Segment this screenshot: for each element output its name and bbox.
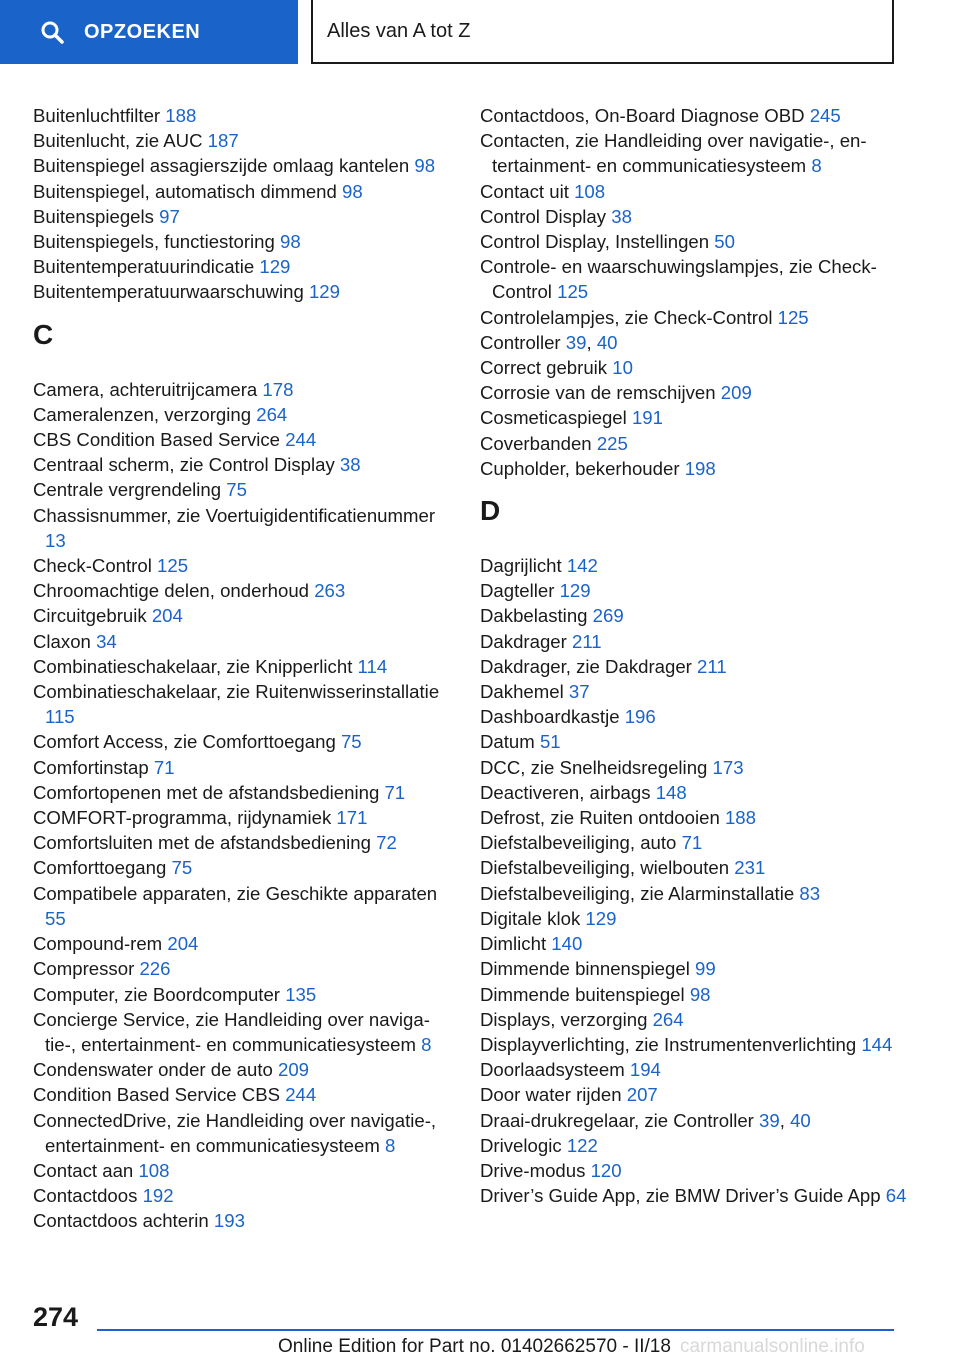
page-link[interactable]: 198 xyxy=(684,457,716,479)
index-entry-text: Claxon xyxy=(33,630,91,652)
index-entry-text: Displayverlichting, zie Instrumentenverlichting xyxy=(480,1033,857,1055)
index-entry xyxy=(480,780,910,805)
index-entry-text: Dashboardkastje xyxy=(480,706,620,728)
index-entry-text: Dakbelasting xyxy=(480,605,588,627)
index-entry xyxy=(33,956,453,981)
page-link[interactable]: 97 xyxy=(159,205,180,227)
page-link[interactable]: 129 xyxy=(308,281,340,303)
page-link[interactable]: 207 xyxy=(626,1084,658,1106)
index-entry-text: Controlelampjes, zie Check-Control xyxy=(480,306,773,328)
page-link[interactable]: 98 xyxy=(689,983,711,1005)
page-link[interactable]: 129 xyxy=(585,907,617,929)
index-entry-text: Controle- en waarschuwingslampjes, zie Check-Control xyxy=(480,256,877,303)
page-link[interactable]: 264 xyxy=(256,403,288,425)
index-entry xyxy=(480,956,910,981)
page-link[interactable]: 99 xyxy=(695,958,716,980)
page-link[interactable]: 71 xyxy=(384,781,406,803)
index-entry-text: Contact aan xyxy=(33,1159,134,1181)
index-entry-text: Contactdoos xyxy=(33,1185,138,1207)
index-entry-text: Buitenspiegels, functiestoring xyxy=(33,231,275,253)
page-separator: , xyxy=(779,1109,785,1131)
index-entry xyxy=(480,830,910,855)
index-entry xyxy=(33,427,453,452)
index-entry xyxy=(33,578,453,603)
index-entry-text: Comfortinstap xyxy=(33,756,149,778)
index-entry-text: Dimmende binnenspiegel xyxy=(480,958,690,980)
index-entry xyxy=(33,855,453,880)
index-entry xyxy=(33,603,453,628)
index-entry-text: Drivelogic xyxy=(480,1134,562,1156)
search-icon xyxy=(40,20,64,44)
index-entry xyxy=(33,553,453,578)
index-entry-text: Concierge Service, zie Handleiding over navigatie-, entertainment- en communicatiesysteem xyxy=(33,1008,430,1055)
index-entry xyxy=(33,755,453,780)
index-entry-text: Correct gebruik xyxy=(480,357,608,379)
index-entry-text: Deactiveren, airbags xyxy=(480,781,651,803)
page-link[interactable]: 269 xyxy=(592,605,624,627)
page-link[interactable]: 108 xyxy=(574,180,606,202)
index-entry-text: Diefstalbeveiliging, auto xyxy=(480,832,677,854)
page-link[interactable]: 204 xyxy=(167,933,199,955)
index-entry xyxy=(33,103,453,128)
index-entry xyxy=(33,1082,453,1107)
index-entry-text: Dakhemel xyxy=(480,681,564,703)
page-link[interactable]: 51 xyxy=(539,731,561,753)
page-link[interactable]: 64 xyxy=(885,1185,907,1207)
index-entry xyxy=(33,1007,453,1057)
page-link[interactable]: 209 xyxy=(720,382,752,404)
page-link[interactable]: 98 xyxy=(280,231,301,253)
page-link[interactable]: 171 xyxy=(336,807,368,829)
index-entry xyxy=(480,704,910,729)
index-entry xyxy=(480,881,910,906)
section-letter: D xyxy=(480,495,501,527)
index-entry-text: Driver’s Guide App, zie BMW Driver’s Guide App xyxy=(480,1185,881,1207)
index-entry xyxy=(33,254,453,279)
index-entry-text: Compound-rem xyxy=(33,933,163,955)
index-entry-text: Door water rijden xyxy=(480,1084,622,1106)
index-entry-text: Controller xyxy=(480,331,561,353)
page-link[interactable]: 193 xyxy=(213,1210,245,1232)
index-entry-text: Defrost, zie Ruiten ontdooien xyxy=(480,807,720,829)
page-link[interactable]: 209 xyxy=(278,1059,310,1081)
section-title: Alles van A tot Z xyxy=(311,0,894,64)
page-link[interactable]: 129 xyxy=(559,580,591,602)
index-entry-text: Dagteller xyxy=(480,580,555,602)
index-entry-text: Drive-modus xyxy=(480,1159,586,1181)
page-link[interactable]: 72 xyxy=(376,832,397,854)
index-entry xyxy=(480,578,910,603)
index-entry xyxy=(33,1108,453,1158)
page-link[interactable]: 71 xyxy=(153,756,175,778)
index-entry-text: Dakdrager xyxy=(480,630,567,652)
page-link[interactable]: 245 xyxy=(809,105,841,126)
page-link[interactable]: 135 xyxy=(285,983,317,1005)
index-entry xyxy=(33,1158,453,1183)
index-entry xyxy=(33,377,453,402)
page-link[interactable]: 144 xyxy=(861,1033,893,1055)
index-entry xyxy=(33,729,453,754)
footer-divider xyxy=(97,1329,894,1331)
page-link[interactable]: 122 xyxy=(566,1134,598,1156)
watermark: carmanualsonline.info xyxy=(680,1336,865,1357)
index-entry xyxy=(480,629,910,654)
index-entry-text: Diefstalbeveiliging, zie Alarminstallatie xyxy=(480,882,795,904)
index-entry xyxy=(33,931,453,956)
index-entry xyxy=(480,405,910,430)
index-entry-text: Compatibele apparaten, zie Geschikte apparaten xyxy=(33,882,438,904)
page-link[interactable]: 98 xyxy=(414,155,436,177)
index-entry xyxy=(480,1183,910,1208)
page-link[interactable]: 129 xyxy=(259,256,291,278)
index-entry-text: Chroomachtige delen, onderhoud xyxy=(33,580,310,602)
page-link[interactable]: 98 xyxy=(342,180,363,202)
index-entry-text: Comfortsluiten met de afstandsbediening xyxy=(33,832,371,854)
index-entry-text: Computer, zie Boordcomputer xyxy=(33,983,281,1005)
index-entry-text: Comfort Access, zie Comforttoegang xyxy=(33,731,336,753)
index-entry-text: Coverbanden xyxy=(480,432,592,454)
index-entry xyxy=(480,128,910,178)
index-entry-text: Comfortopenen met de afstandsbediening xyxy=(33,781,380,803)
index-entry-text: CBS Condition Based Service xyxy=(33,429,281,451)
page-link[interactable]: 244 xyxy=(285,429,317,451)
index-entry xyxy=(480,679,910,704)
page-link[interactable]: 192 xyxy=(142,1185,174,1207)
index-entry xyxy=(33,452,453,477)
index-entry xyxy=(33,1183,453,1208)
index-entry-text: Buitenluchtfilter xyxy=(33,105,161,126)
page-link[interactable]: 71 xyxy=(681,832,703,854)
index-entry-text: Buitentemperatuurwaarschuwing xyxy=(33,281,304,303)
index-entry-text: Combinatieschakelaar, zie Ruitenwisserinstallatie xyxy=(33,681,440,703)
index-entry xyxy=(480,906,910,931)
index-entry xyxy=(480,654,910,679)
page-link[interactable]: 75 xyxy=(340,731,362,753)
page-link[interactable]: 40 xyxy=(596,331,618,353)
page-link[interactable]: 194 xyxy=(629,1059,661,1081)
page-link[interactable]: 114 xyxy=(357,655,388,677)
index-entry-text: Cupholder, bekerhouder xyxy=(480,457,680,479)
index-entry-text: Dimmende buitenspiegel xyxy=(480,983,685,1005)
index-entry-text: ConnectedDrive, zie Handleiding over navigatie-, entertainment- en communicatiesysteem xyxy=(33,1109,437,1156)
index-entry-text: Comforttoegang xyxy=(33,857,167,879)
index-entry-text: Check-Control xyxy=(33,555,152,577)
index-entry-text: Buitenspiegels xyxy=(33,205,154,227)
index-entry xyxy=(480,1158,910,1183)
index-entry-text: Camera, achteruitrijcamera xyxy=(33,378,258,400)
page-link[interactable]: 187 xyxy=(207,130,239,152)
index-entry-text: Control Display, Instellingen xyxy=(480,231,710,253)
page-link[interactable]: 196 xyxy=(624,706,656,728)
page-link[interactable]: 142 xyxy=(566,555,598,577)
index-entry xyxy=(33,503,453,553)
index-entry xyxy=(480,931,910,956)
page-link[interactable]: 75 xyxy=(171,857,193,879)
page-link[interactable]: 211 xyxy=(572,630,602,652)
page-link[interactable]: 13 xyxy=(45,529,66,551)
page-link[interactable]: 40 xyxy=(790,1109,811,1131)
page-link[interactable]: 8 xyxy=(385,1134,396,1156)
index-entry xyxy=(480,1133,910,1158)
index-entry xyxy=(480,179,910,204)
index-entry xyxy=(33,402,453,427)
page-link[interactable]: 38 xyxy=(339,454,361,476)
page-link[interactable]: 191 xyxy=(631,407,663,429)
index-entry-text: Cameralenzen, verzorging xyxy=(33,403,252,425)
index-entry xyxy=(33,629,453,654)
index-entry-text: DCC, zie Snelheidsregeling xyxy=(480,756,708,778)
index-entry xyxy=(480,431,910,456)
page-link[interactable]: 39 xyxy=(759,1109,780,1131)
index-entry-text: Buitenlucht, zie AUC xyxy=(33,130,203,152)
index-entry xyxy=(33,179,453,204)
index-entry xyxy=(480,553,910,578)
index-entry xyxy=(480,603,910,628)
page-link[interactable]: 225 xyxy=(596,432,628,454)
search-label: OPZOEKEN xyxy=(84,20,201,43)
index-entry-text: Centraal scherm, zie Control Display xyxy=(33,454,335,476)
page-link[interactable]: 75 xyxy=(226,479,247,501)
index-entry-text: COMFORT-programma, rijdynamiek xyxy=(33,807,332,829)
index-entry xyxy=(480,1057,910,1082)
index-entry xyxy=(480,254,910,304)
index-entry-text: Buitenspiegel, automatisch dimmend xyxy=(33,180,337,202)
page-link[interactable]: 211 xyxy=(697,655,727,677)
page-link[interactable]: 120 xyxy=(590,1159,622,1181)
page-link[interactable]: 37 xyxy=(568,681,590,703)
index-entry xyxy=(33,1208,453,1233)
index-entry xyxy=(480,229,910,254)
index-entry xyxy=(33,805,453,830)
index-entry-text: Cosmeticaspiegel xyxy=(480,407,627,429)
edition-text: Online Edition for Part no. 01402662570 - II/18 xyxy=(278,1336,671,1357)
page-separator: , xyxy=(586,331,592,353)
index-entry xyxy=(33,128,453,153)
index-entry xyxy=(480,204,910,229)
index-entry xyxy=(33,679,453,729)
index-entry-text: Condition Based Service CBS xyxy=(33,1084,281,1106)
index-entry xyxy=(480,380,910,405)
index-entry xyxy=(33,830,453,855)
index-entry-text: Datum xyxy=(480,731,535,753)
page-link[interactable]: 115 xyxy=(45,706,75,728)
page-link[interactable]: 173 xyxy=(712,756,744,778)
page-link[interactable]: 226 xyxy=(139,958,171,980)
index-entry xyxy=(33,279,453,304)
header xyxy=(0,0,960,66)
index-entry xyxy=(480,982,910,1007)
index-entry xyxy=(480,755,910,780)
index-entry-text: Dakdrager, zie Dakdrager xyxy=(480,655,692,677)
page-link[interactable]: 231 xyxy=(734,857,766,879)
page-link[interactable]: 178 xyxy=(262,378,294,400)
index-entry xyxy=(480,305,910,330)
index-entry-text: Condenswater onder de auto xyxy=(33,1059,273,1081)
page-link[interactable]: 50 xyxy=(714,231,735,253)
index-entry xyxy=(480,805,910,830)
search-button[interactable] xyxy=(0,0,298,64)
index-entry xyxy=(480,1007,910,1032)
index-entry xyxy=(480,1082,910,1107)
page-link[interactable]: 83 xyxy=(799,882,821,904)
index-entry-text: Corrosie van de remschijven xyxy=(480,382,716,404)
index-entry xyxy=(480,330,910,355)
page-link[interactable]: 188 xyxy=(165,105,197,126)
index-entry xyxy=(33,1057,453,1082)
page-link[interactable]: 125 xyxy=(777,306,809,328)
page-link[interactable]: 125 xyxy=(157,555,189,577)
page-link[interactable]: 264 xyxy=(652,1008,684,1030)
index-entry-text: Centrale vergrendeling xyxy=(33,479,222,501)
index-entry-text: Contact uit xyxy=(480,180,569,202)
index-entry-text: Compressor xyxy=(33,958,135,980)
page-link[interactable]: 10 xyxy=(612,357,633,379)
index-entry-text: Buitenspiegel assagierszijde omlaag kantelen xyxy=(33,155,410,177)
index-entry-text: Combinatieschakelaar, zie Knipperlicht xyxy=(33,655,353,677)
index-entry-text: Displays, verzorging xyxy=(480,1008,648,1030)
index-column-right xyxy=(480,103,910,1208)
page-link[interactable]: 244 xyxy=(285,1084,317,1106)
index-entry-text: Dagrijlicht xyxy=(480,555,562,577)
index-entry-text: Contactdoos achterin xyxy=(33,1210,209,1232)
page-link[interactable]: 34 xyxy=(96,630,117,652)
index-entry-text: Chassisnummer, zie Voertuigidentificatienummer xyxy=(33,504,436,526)
index-entry xyxy=(33,204,453,229)
index-entry xyxy=(480,729,910,754)
index-entry xyxy=(480,355,910,380)
index-entry xyxy=(33,153,453,178)
page-link[interactable]: 263 xyxy=(314,580,346,602)
page-link[interactable]: 125 xyxy=(557,281,589,303)
page-link[interactable]: 39 xyxy=(565,331,587,353)
index-entry-text: Dimlicht xyxy=(480,933,547,955)
section-letter: C xyxy=(33,318,54,350)
index-entry-text: Control Display xyxy=(480,205,607,227)
index-entry xyxy=(33,229,453,254)
index-column-left xyxy=(33,103,453,1234)
index-entry xyxy=(33,780,453,805)
index-entry-text: Draai-drukregelaar, zie Controller xyxy=(480,1109,754,1131)
index-entry xyxy=(33,477,453,502)
page-link[interactable]: 204 xyxy=(151,605,183,627)
index-entry-text: Contacten, zie Handleiding over navigatie-, entertainment- en communicatiesysteem xyxy=(480,130,867,177)
index-entry-text: Buitentemperatuurindicatie xyxy=(33,256,255,278)
index-entry-text: Doorlaadsysteem xyxy=(480,1059,625,1081)
index-entry xyxy=(480,1032,910,1057)
index-entry xyxy=(33,982,453,1007)
index-entry xyxy=(33,654,453,679)
index-entry xyxy=(33,881,453,931)
index-entry xyxy=(480,855,910,880)
page-link[interactable]: 140 xyxy=(551,933,583,955)
page-link[interactable]: 8 xyxy=(421,1033,432,1055)
page-link[interactable]: 38 xyxy=(611,205,632,227)
index-entry xyxy=(480,1108,910,1133)
index-entry-text: Diefstalbeveiliging, wielbouten xyxy=(480,857,730,879)
page-link[interactable]: 8 xyxy=(811,155,822,177)
page-link[interactable]: 108 xyxy=(138,1159,170,1181)
page-link[interactable]: 55 xyxy=(45,907,66,929)
index-entry-text: Digitale klok xyxy=(480,907,581,929)
index-entry xyxy=(480,103,910,128)
page-link[interactable]: 188 xyxy=(724,807,756,829)
index-entry-text: Contactdoos, On-Board Diagnose OBD xyxy=(480,105,805,126)
page-link[interactable]: 148 xyxy=(655,781,687,803)
index-entry-text: Circuitgebruik xyxy=(33,605,147,627)
index-entry xyxy=(480,456,910,481)
page-number: 274 xyxy=(33,1302,79,1332)
